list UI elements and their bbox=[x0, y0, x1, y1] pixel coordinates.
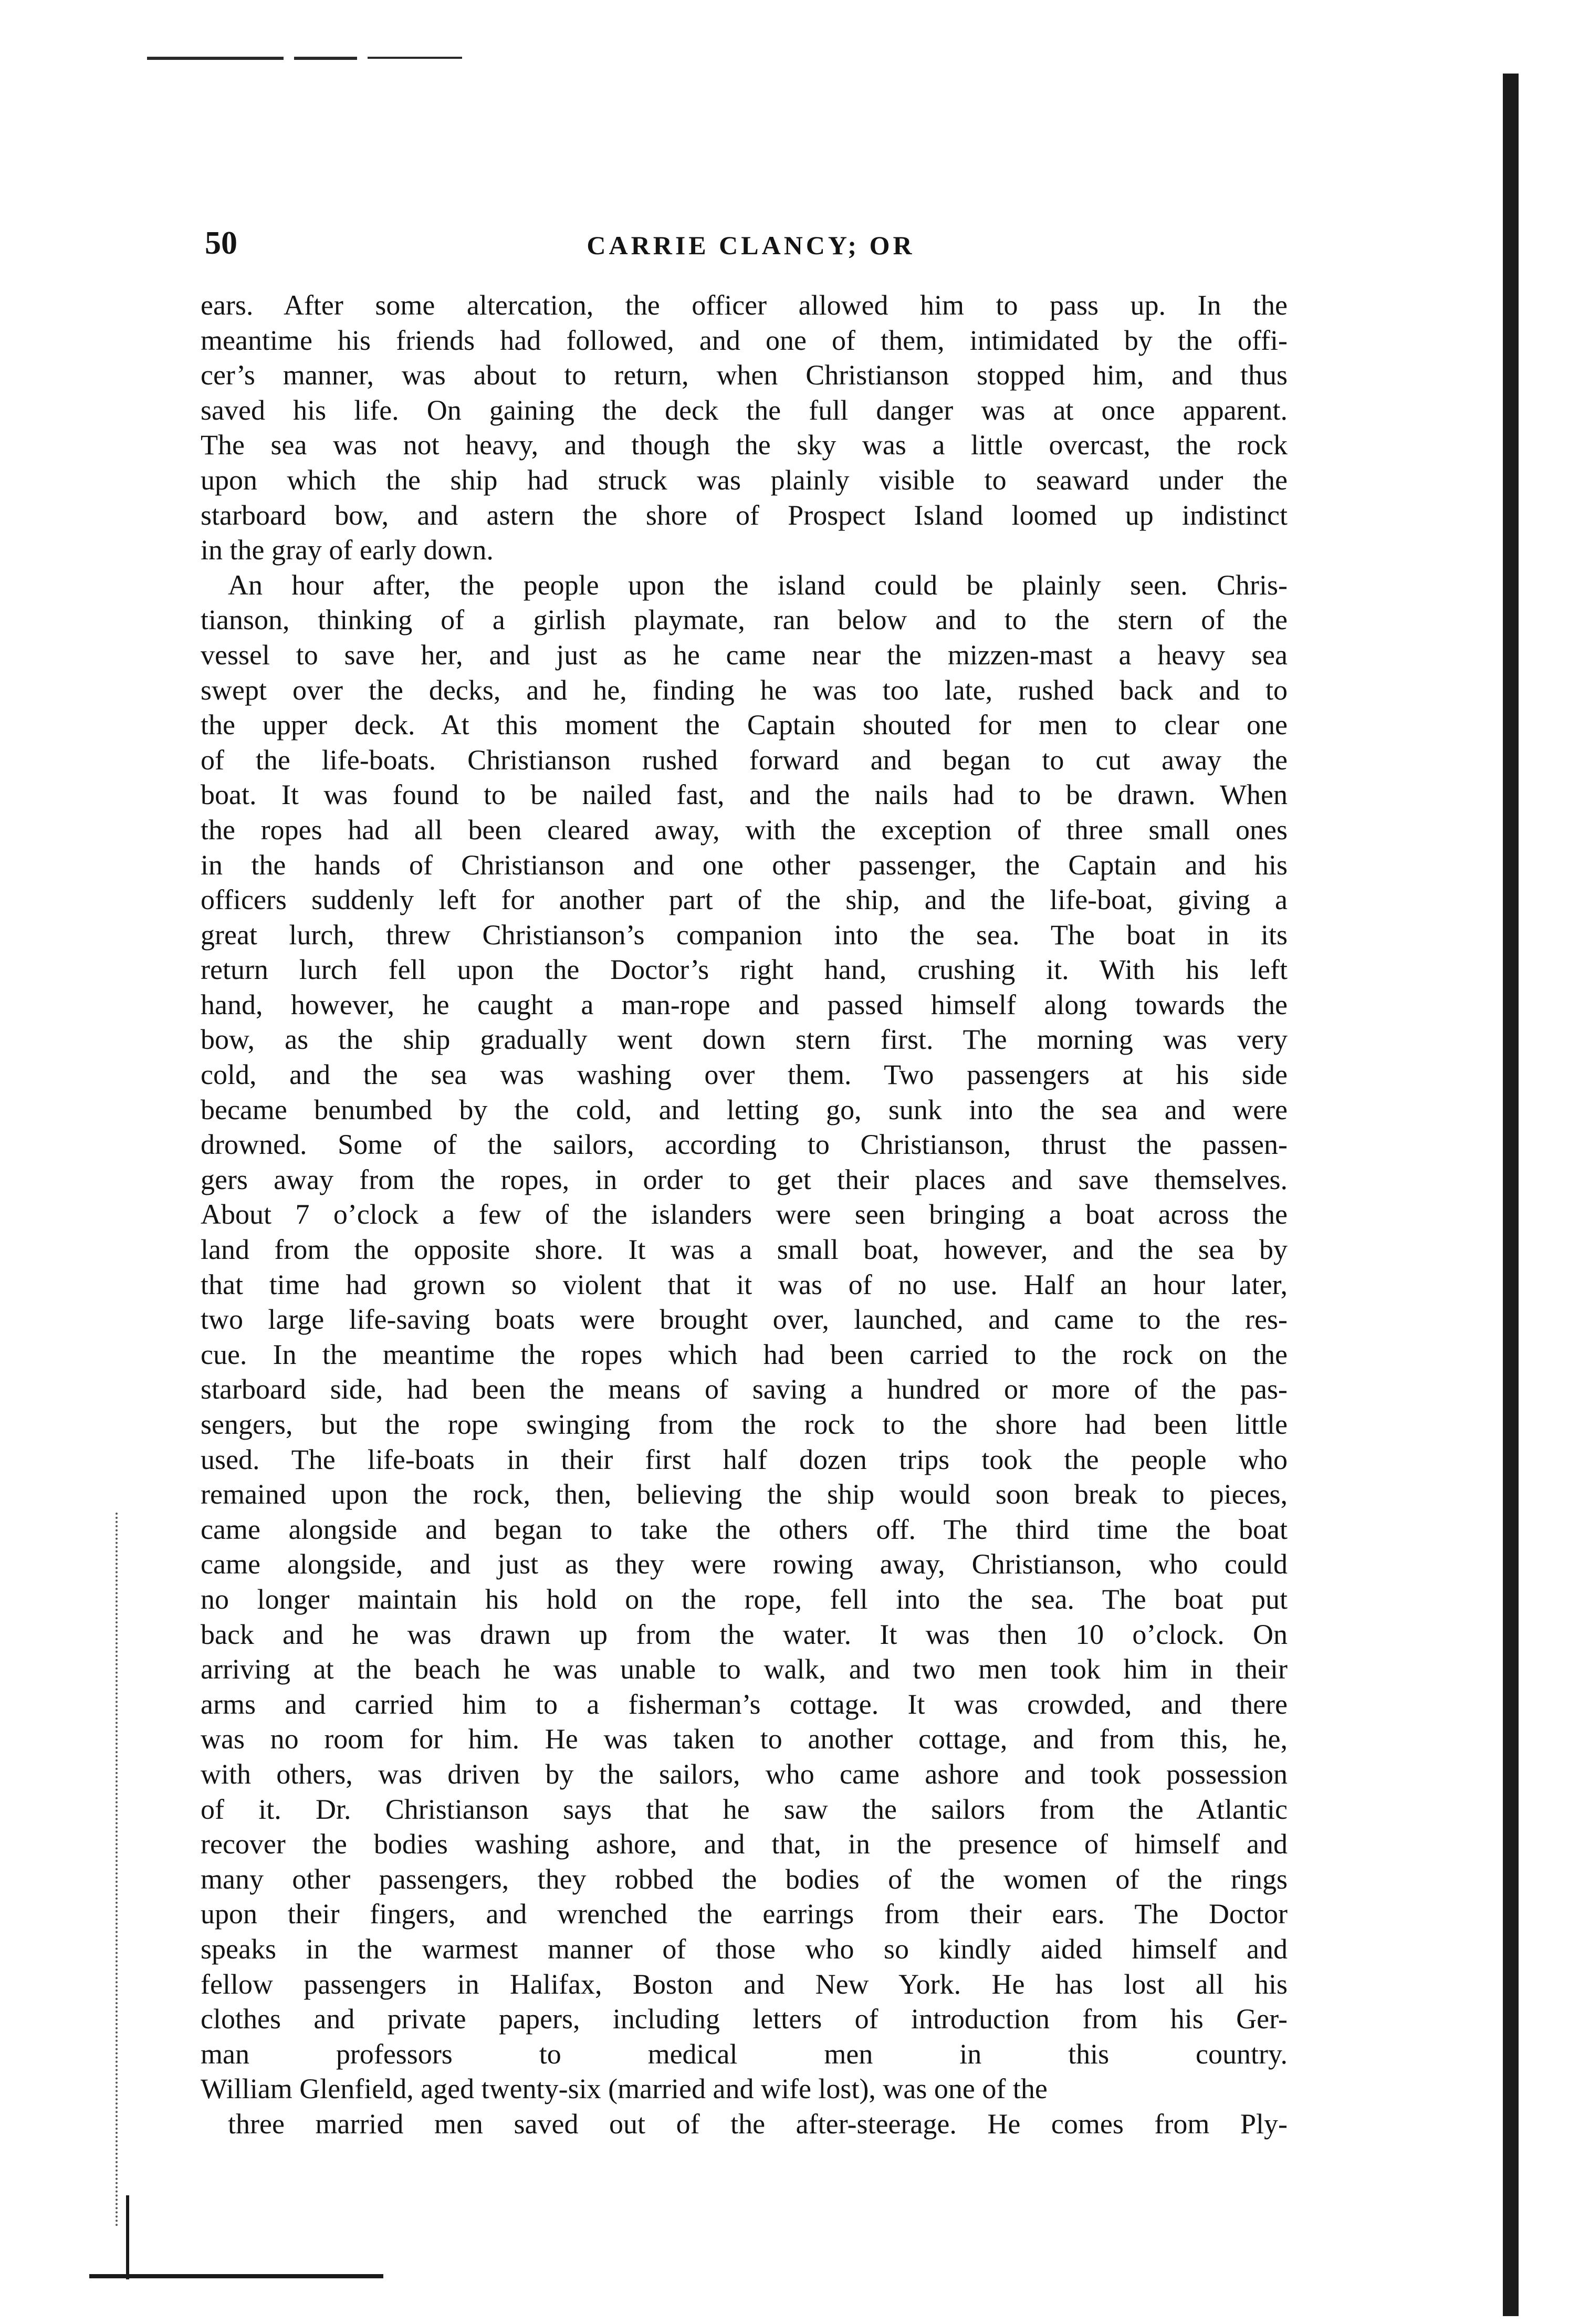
text-line: The sea was not heavy, and though the sky was a little overcast, the rock bbox=[201, 429, 1288, 461]
text-line: of the life-boats. Christianson rushed forward and began to cut away the bbox=[201, 744, 1288, 776]
text-line: William Glenfield, aged twenty-six (married and wife lost), was one of the bbox=[201, 2073, 1048, 2105]
text-line: no longer maintain his hold on the rope, fell into the sea. The boat put bbox=[201, 1583, 1288, 1615]
text-line: great lurch, threw Christianson’s companion into the sea. The boat in its bbox=[201, 919, 1288, 951]
text-line: About 7 o’clock a few of the islanders were seen bringing a boat across the bbox=[201, 1199, 1288, 1231]
text-line: officers suddenly left for another part of the ship, and the life-boat, giving a bbox=[201, 884, 1288, 916]
text-line: speaks in the warmest manner of those who so kindly aided himself and bbox=[201, 1933, 1288, 1965]
text-line: arriving at the beach he was unable to walk, and two men took him in their bbox=[201, 1653, 1288, 1685]
text-line: sengers, but the rope swinging from the rock to the shore had been little bbox=[201, 1409, 1288, 1440]
text-line: the upper deck. At this moment the Captain shouted for men to clear one bbox=[201, 709, 1288, 741]
text-line: vessel to save her, and just as he came near the mizzen-mast a heavy sea bbox=[201, 639, 1288, 671]
text-line: return lurch fell upon the Doctor’s right hand, crushing it. With his left bbox=[201, 954, 1288, 986]
text-line: cold, and the sea was washing over them. Two passengers at his side bbox=[201, 1059, 1288, 1091]
body-text bbox=[201, 288, 1288, 2141]
text-line: tianson, thinking of a girlish playmate, ran below and to the stern of the bbox=[201, 604, 1288, 636]
page-number: 50 bbox=[205, 225, 237, 261]
text-line: came alongside and began to take the others off. The third time the boat bbox=[201, 1513, 1288, 1545]
text-line: in the gray of early down. bbox=[201, 534, 494, 566]
scan-corner-mark bbox=[89, 2274, 383, 2278]
text-line: came alongside, and just as they were rowing away, Christianson, who could bbox=[201, 1548, 1288, 1580]
text-line: swept over the decks, and he, finding he was too late, rushed back and to bbox=[201, 674, 1288, 706]
text-line: that time had grown so violent that it was of no use. Half an hour later, bbox=[201, 1268, 1288, 1300]
text-line: fellow passengers in Halifax, Boston and New York. He has lost all his bbox=[201, 1968, 1288, 2000]
text-line: upon their fingers, and wrenched the earrings from their ears. The Doctor bbox=[201, 1898, 1288, 1930]
text-line: starboard bow, and astern the shore of Prospect Island loomed up indistinct bbox=[201, 499, 1288, 531]
text-line: boat. It was found to be nailed fast, and the nails had to be drawn. When bbox=[201, 779, 1288, 811]
scan-corner-mark bbox=[126, 2195, 129, 2279]
text-line: became benumbed by the cold, and letting go, sunk into the sea and were bbox=[201, 1093, 1288, 1125]
scan-top-rule bbox=[294, 57, 357, 60]
text-line: recover the bodies washing ashore, and that, in the presence of himself and bbox=[201, 1828, 1288, 1860]
text-line: arms and carried him to a fisherman’s cottage. It was crowded, and there bbox=[201, 1688, 1288, 1720]
text-line: of it. Dr. Christianson says that he saw the sailors from the Atlantic bbox=[201, 1793, 1288, 1825]
text-line: was no room for him. He was taken to another cottage, and from this, he, bbox=[201, 1723, 1288, 1755]
scan-edge-bar bbox=[1503, 74, 1519, 2316]
text-line: meantime his friends had followed, and one of them, intimidated by the offi- bbox=[201, 324, 1288, 356]
text-line: cue. In the meantime the ropes which had been carried to the rock on the bbox=[201, 1338, 1288, 1370]
text-line: used. The life-boats in their first half dozen trips took the people who bbox=[201, 1443, 1288, 1475]
text-line: land from the opposite shore. It was a small boat, however, and the sea by bbox=[201, 1234, 1288, 1266]
scan-margin-marks bbox=[116, 1513, 124, 2227]
scan-top-rule bbox=[368, 57, 462, 59]
text-line: gers away from the ropes, in order to get their places and save themselves. bbox=[201, 1163, 1288, 1195]
text-line: many other passengers, they robbed the bodies of the women of the rings bbox=[201, 1863, 1288, 1895]
text-line: three married men saved out of the after-steerage. He comes from Ply- bbox=[228, 2108, 1288, 2140]
text-line: man professors to medical men in this country. bbox=[201, 2038, 1288, 2070]
running-title: CARRIE CLANCY; OR bbox=[587, 231, 915, 260]
text-line: cer’s manner, was about to return, when Christianson stopped him, and thus bbox=[201, 359, 1288, 391]
text-line: starboard side, had been the means of saving a hundred or more of the pas- bbox=[201, 1373, 1288, 1405]
text-line: upon which the ship had struck was plainly visible to seaward under the bbox=[201, 464, 1288, 496]
scan-top-rule bbox=[147, 57, 284, 60]
text-line: clothes and private papers, including letters of introduction from his Ger- bbox=[201, 2003, 1288, 2035]
text-line: bow, as the ship gradually went down stern first. The morning was very bbox=[201, 1024, 1288, 1056]
text-line: in the hands of Christianson and one other passenger, the Captain and his bbox=[201, 849, 1288, 881]
text-line: drowned. Some of the sailors, according to Christianson, thrust the passen- bbox=[201, 1129, 1288, 1161]
text-line: remained upon the rock, then, believing the ship would soon break to pieces, bbox=[201, 1478, 1288, 1510]
text-line: with others, was driven by the sailors, who came ashore and took possession bbox=[201, 1758, 1288, 1790]
text-line: saved his life. On gaining the deck the full danger was at once apparent. bbox=[201, 394, 1288, 426]
text-line: back and he was drawn up from the water. It was then 10 o’clock. On bbox=[201, 1618, 1288, 1650]
text-line: hand, however, he caught a man-rope and passed himself along towards the bbox=[201, 988, 1288, 1020]
text-line: An hour after, the people upon the island could be plainly seen. Chris- bbox=[228, 569, 1288, 601]
running-head bbox=[205, 225, 1297, 272]
text-line: ears. After some altercation, the officer allowed him to pass up. In the bbox=[201, 289, 1288, 321]
text-line: the ropes had all been cleared away, with the exception of three small ones bbox=[201, 814, 1288, 846]
text-line: two large life-saving boats were brought over, launched, and came to the res- bbox=[201, 1304, 1288, 1336]
